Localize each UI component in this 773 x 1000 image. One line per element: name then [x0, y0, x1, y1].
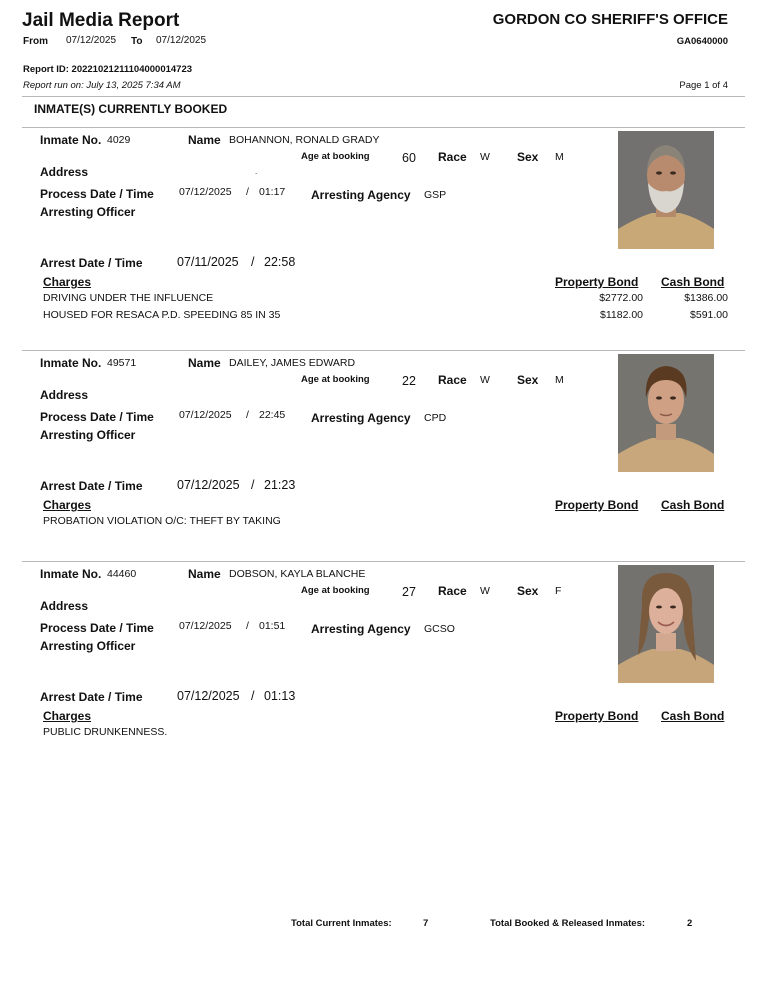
arrest-date: 07/12/2025	[177, 689, 240, 703]
arrest-datetime-label: Arrest Date / Time	[40, 690, 143, 704]
from-date: 07/12/2025	[66, 35, 117, 46]
arresting-officer-label: Arresting Officer	[40, 428, 136, 442]
charges-label: Charges	[43, 709, 92, 723]
address-label: Address	[40, 599, 89, 613]
process-date: 07/12/2025	[179, 186, 232, 198]
inmate-no-label: Inmate No.	[40, 567, 102, 581]
process-date: 07/12/2025	[179, 409, 232, 421]
total-booked-released-label: Total Booked & Released Inmates:	[490, 918, 646, 929]
cash-bond-label: Cash Bond	[661, 498, 725, 512]
charges-label: Charges	[43, 275, 92, 289]
slash: /	[251, 255, 255, 269]
report-id: Report ID: 20221021211104000014723	[23, 64, 193, 75]
process-datetime-label: Process Date / Time	[40, 621, 154, 635]
race-value: W	[480, 151, 490, 163]
race-value: W	[480, 585, 490, 597]
charges-label: Charges	[43, 498, 92, 512]
process-datetime-label: Process Date / Time	[40, 187, 154, 201]
arrest-date: 07/12/2025	[177, 478, 240, 492]
charge-description: HOUSED FOR RESACA P.D. SPEEDING 85 IN 35	[43, 309, 281, 321]
cash-bond-label: Cash Bond	[661, 709, 725, 723]
arrest-time: 01:13	[264, 689, 296, 703]
age-value: 27	[402, 585, 416, 599]
inmate-record	[0, 127, 773, 351]
inmate-no-label: Inmate No.	[40, 356, 102, 370]
inmate-no-value: 49571	[107, 357, 137, 369]
total-current-label: Total Current Inmates:	[291, 918, 392, 929]
arresting-officer-label: Arresting Officer	[40, 639, 136, 653]
cash-bond-label: Cash Bond	[661, 275, 725, 289]
process-time: 01:51	[259, 620, 286, 632]
age-label: Age at booking	[301, 585, 370, 596]
arrest-time: 21:23	[264, 478, 296, 492]
slash: /	[251, 478, 255, 492]
inmate-no-value: 4029	[107, 134, 131, 146]
property-bond-label: Property Bond	[555, 498, 639, 512]
age-label: Age at booking	[301, 374, 370, 385]
race-label: Race	[438, 150, 467, 164]
name-label: Name	[188, 567, 221, 581]
inmate-no-value: 44460	[107, 568, 137, 580]
section-title: INMATE(S) CURRENTLY BOOKED	[34, 102, 228, 116]
name-label: Name	[188, 356, 221, 370]
process-time: 01:17	[259, 186, 286, 198]
page-number: Page 1 of 4	[679, 80, 728, 91]
sex-label: Sex	[517, 373, 539, 387]
address-label: Address	[40, 388, 89, 402]
race-label: Race	[438, 373, 467, 387]
to-label: To	[131, 36, 143, 47]
report-title: Jail Media Report	[22, 10, 180, 31]
inmate-record	[0, 350, 773, 562]
report-run-on: Report run on: July 13, 2025 7:34 AM	[23, 80, 181, 91]
arrest-date: 07/11/2025	[177, 255, 239, 269]
arresting-agency-value: GCSO	[424, 623, 455, 635]
total-current-value: 7	[423, 918, 429, 929]
charge-cash-bond: $591.00	[690, 309, 728, 321]
age-value: 22	[402, 374, 416, 388]
arresting-agency-label: Arresting Agency	[311, 411, 411, 425]
sex-value: M	[555, 151, 564, 163]
charge-property-bond: $2772.00	[599, 292, 643, 304]
slash: /	[246, 409, 249, 421]
slash: /	[251, 689, 255, 703]
address-value: .	[255, 167, 258, 176]
charge-description: PROBATION VIOLATION O/C: THEFT BY TAKING	[43, 515, 281, 527]
property-bond-label: Property Bond	[555, 275, 639, 289]
charge-cash-bond: $1386.00	[684, 292, 728, 304]
inmate-name: BOHANNON, RONALD GRADY	[229, 134, 380, 146]
total-booked-released-value: 2	[687, 918, 693, 929]
process-datetime-label: Process Date / Time	[40, 410, 154, 424]
arrest-datetime-label: Arrest Date / Time	[40, 479, 143, 493]
sex-value: F	[555, 585, 562, 597]
agency-name: GORDON CO SHERIFF'S OFFICE	[492, 11, 728, 28]
from-label: From	[23, 36, 48, 47]
arresting-agency-value: GSP	[424, 189, 447, 201]
charge-property-bond: $1182.00	[599, 309, 643, 321]
mugshot-photo	[618, 131, 714, 249]
arrest-datetime-label: Arrest Date / Time	[40, 256, 143, 270]
agency-code: GA0640000	[676, 36, 728, 47]
name-label: Name	[188, 133, 221, 147]
age-value: 60	[402, 151, 416, 165]
age-label: Age at booking	[301, 151, 370, 162]
sex-value: M	[555, 374, 564, 386]
mugshot-photo	[618, 565, 714, 683]
header-divider	[22, 96, 745, 97]
race-value: W	[480, 374, 490, 386]
inmate-no-label: Inmate No.	[40, 133, 102, 147]
property-bond-label: Property Bond	[555, 709, 639, 723]
inmate-record	[0, 561, 773, 751]
sex-label: Sex	[517, 150, 539, 164]
process-time: 22:45	[259, 409, 286, 421]
arresting-agency-value: CPD	[424, 412, 447, 424]
arresting-agency-label: Arresting Agency	[311, 188, 411, 202]
arresting-agency-label: Arresting Agency	[311, 622, 411, 636]
slash: /	[246, 186, 249, 198]
sex-label: Sex	[517, 584, 539, 598]
process-date: 07/12/2025	[179, 620, 232, 632]
charge-description: DRIVING UNDER THE INFLUENCE	[43, 292, 214, 304]
inmate-name: DAILEY, JAMES EDWARD	[229, 357, 356, 369]
race-label: Race	[438, 584, 467, 598]
arresting-officer-label: Arresting Officer	[40, 205, 136, 219]
mugshot-photo	[618, 354, 714, 472]
address-label: Address	[40, 165, 89, 179]
slash: /	[246, 620, 249, 632]
to-date: 07/12/2025	[156, 35, 207, 46]
charge-description: PUBLIC DRUNKENNESS.	[43, 726, 168, 738]
arrest-time: 22:58	[264, 255, 296, 269]
inmate-name: DOBSON, KAYLA BLANCHE	[229, 568, 366, 580]
